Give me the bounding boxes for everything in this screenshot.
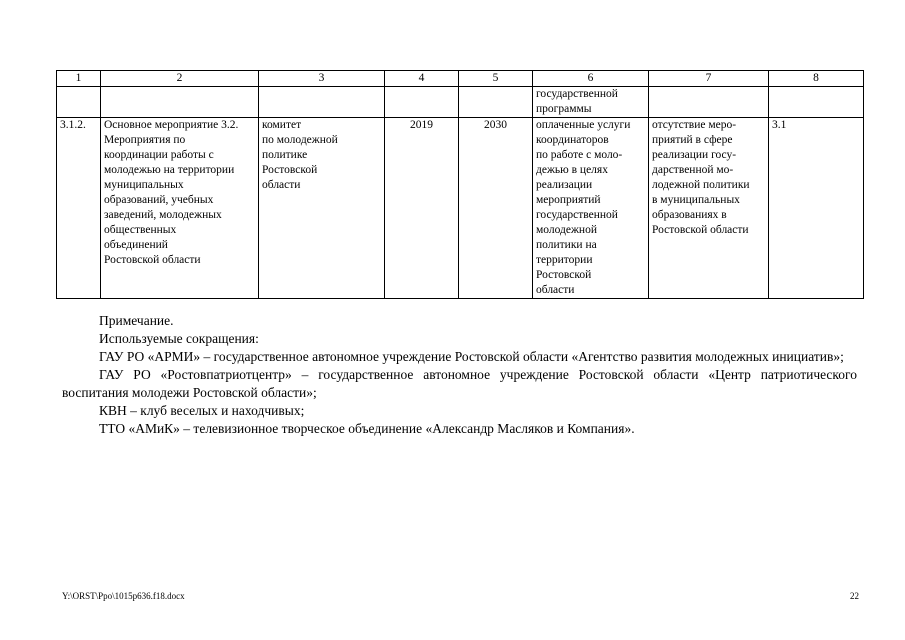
header-cell: 1 <box>57 71 101 87</box>
header-cell: 8 <box>769 71 864 87</box>
note-line: Используемые сокращения: <box>99 331 259 346</box>
consequence: отсутствие меро- приятий в сфере реализации госу- дарственной мо- лодежной политики в муниципальных образованиях в Ростовской области <box>649 118 769 299</box>
note-title: Примечание. <box>99 313 174 328</box>
program-table <box>56 70 864 299</box>
note-line: ГАУ РО «АРМИ» – государственное автономное учреждение Ростовской области «Агентство развития молодежных инициатив»; <box>99 349 844 364</box>
page-number: 22 <box>850 591 859 601</box>
header-row <box>57 71 864 87</box>
note-line: КВН – клуб веселых и находчивых; <box>99 403 305 418</box>
file-path: Y:\ORST\Ppo\1015p636.f18.docx <box>62 591 185 601</box>
start-year: 2019 <box>385 118 459 299</box>
expected-result: оплаченные услуги координаторов по работе с моло- дежью в целях реализации мероприятий государственной молодежной политики на территории Ростовской области <box>533 118 649 299</box>
continuation-row <box>57 87 864 118</box>
header-cell: 3 <box>259 71 385 87</box>
event-name: Основное мероприятие 3.2. Мероприятия по координации работы с молодежью на территории муниципальных образований, учебных заведений, молодежных общественных объединений Ростовской области <box>101 118 259 299</box>
header-cell: 4 <box>385 71 459 87</box>
continuation-cell: государственной программы <box>533 87 649 118</box>
table-row <box>57 118 864 299</box>
header-cell: 5 <box>459 71 533 87</box>
executor: комитет по молодежной политике Ростовской области <box>259 118 385 299</box>
end-year: 2030 <box>459 118 533 299</box>
header-cell: 7 <box>649 71 769 87</box>
row-number: 3.1.2. <box>57 118 101 299</box>
indicator-link: 3.1 <box>769 118 864 299</box>
note-line: ТТО «АМиК» – телевизионное творческое объединение «Александр Масляков и Компания». <box>99 421 635 436</box>
header-cell: 2 <box>101 71 259 87</box>
note-line: ГАУ РО «Ростовпатриотцентр» – государственное автономное учреждение Ростовской области «Центр патриотического воспитания молодежи Ростовской области»; <box>62 367 857 400</box>
header-cell: 6 <box>533 71 649 87</box>
notes <box>62 312 857 438</box>
